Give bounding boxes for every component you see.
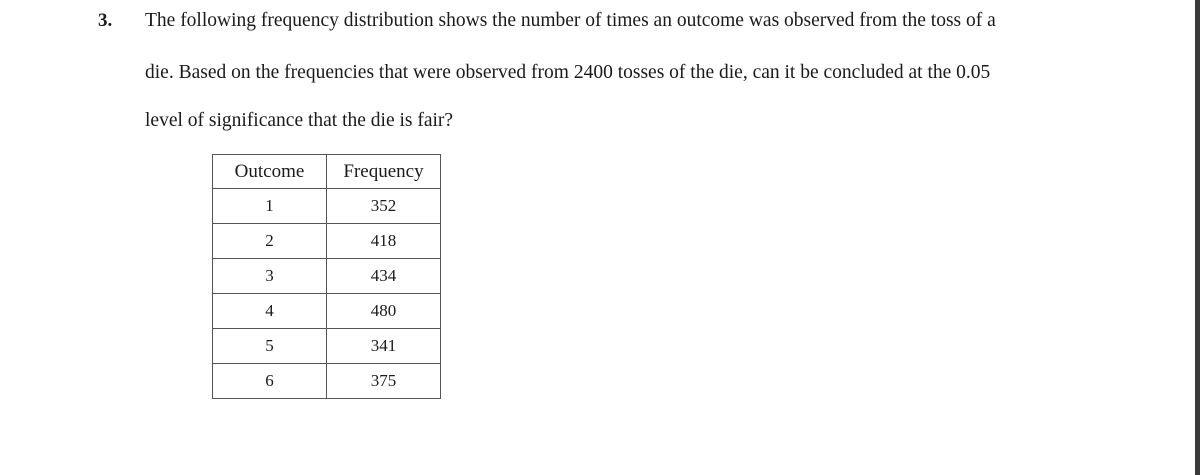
outcome-cell: 5 bbox=[213, 329, 327, 364]
frequency-table bbox=[212, 154, 441, 399]
outcome-cell: 2 bbox=[213, 224, 327, 259]
question-text-line-2: die. Based on the frequencies that were observed from 2400 tosses of the die, can it be concluded at the 0.05 bbox=[145, 62, 991, 83]
question-text-line-3: level of significance that the die is fair? bbox=[145, 110, 454, 131]
frequency-cell: 375 bbox=[327, 364, 441, 399]
header-frequency: Frequency bbox=[327, 155, 441, 189]
frequency-cell: 341 bbox=[327, 329, 441, 364]
frequency-cell: 352 bbox=[327, 189, 441, 224]
table-row bbox=[213, 224, 441, 259]
outcome-cell: 4 bbox=[213, 294, 327, 329]
table-row bbox=[213, 259, 441, 294]
frequency-cell: 434 bbox=[327, 259, 441, 294]
table-row bbox=[213, 329, 441, 364]
frequency-cell: 480 bbox=[327, 294, 441, 329]
table-row bbox=[213, 294, 441, 329]
outcome-cell: 6 bbox=[213, 364, 327, 399]
outcome-cell: 1 bbox=[213, 189, 327, 224]
question-text-line-1: The following frequency distribution shows the number of times an outcome was observed from the toss of a bbox=[145, 10, 996, 31]
page-edge-divider bbox=[1195, 0, 1200, 475]
outcome-cell: 3 bbox=[213, 259, 327, 294]
table-row bbox=[213, 189, 441, 224]
table-row bbox=[213, 364, 441, 399]
question-number: 3. bbox=[98, 10, 113, 31]
table-header-row bbox=[213, 155, 441, 189]
frequency-cell: 418 bbox=[327, 224, 441, 259]
header-outcome: Outcome bbox=[213, 155, 327, 189]
